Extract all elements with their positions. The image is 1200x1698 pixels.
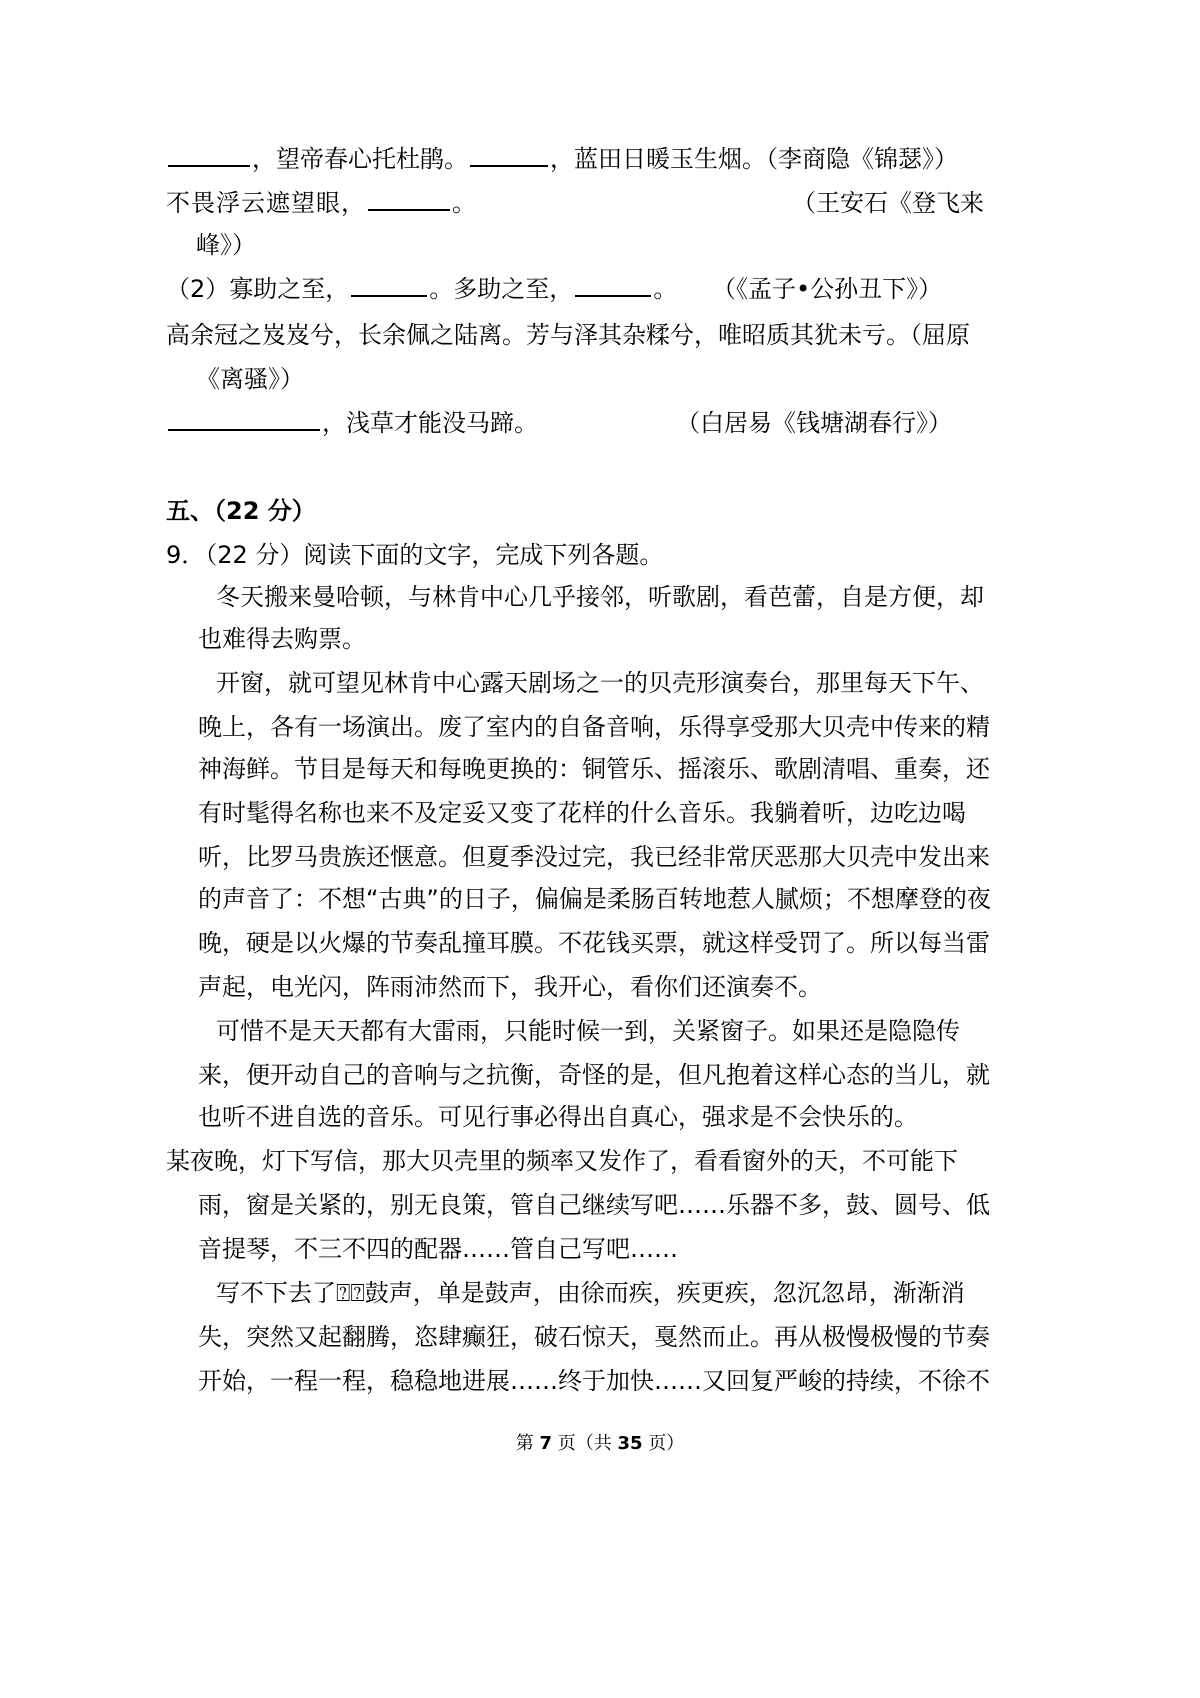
passage-line: 写不下去了⍰⍰鼓声，单是鼓声，由徐而疾，疾更疾，忽沉忽昂，渐渐消 bbox=[216, 1279, 965, 1307]
answer-blank[interactable] bbox=[470, 143, 548, 167]
poem-line-4 bbox=[166, 318, 970, 352]
poem-source: （白居易《钱塘湖春行》） bbox=[676, 409, 952, 437]
passage-line: 晚上，各有一场演出。废了室内的自备音响，乐得享受那大贝壳中传来的精 bbox=[198, 713, 990, 741]
poem-text: 不畏浮云遮望眼， bbox=[166, 189, 366, 217]
passage-line: 音提琴，不三不四的配器……管自己写吧…… bbox=[198, 1235, 678, 1263]
poem-text: 。 bbox=[653, 275, 678, 303]
poem-line-5 bbox=[166, 406, 538, 440]
passage-line: 有时髦得名称也来不及定妥又变了花样的什么音乐。我躺着听，边吃边喝 bbox=[198, 799, 966, 827]
poem-line-3 bbox=[166, 272, 677, 306]
footer-text: 页） bbox=[642, 1433, 685, 1454]
passage-line: 某夜晚，灯下写信，那大贝壳里的频率又发作了，看看窗外的天，不可能下 bbox=[166, 1147, 958, 1175]
poem-text: ，浅草才能没马蹄。 bbox=[322, 409, 538, 437]
poem-line-2 bbox=[166, 186, 477, 220]
passage-line: 的声音了：不想“古典”的日子，偏偏是柔肠百转地惹人腻烦；不想摩登的夜 bbox=[198, 885, 991, 913]
page-number: 7 bbox=[539, 1433, 552, 1454]
passage-line: 可惜不是天天都有大雷雨，只能时候一到，关紧窗子。如果还是隐隐传 bbox=[216, 1017, 960, 1045]
answer-blank[interactable] bbox=[368, 187, 450, 211]
poem-source-cont: 峰》） bbox=[196, 231, 256, 259]
answer-blank[interactable] bbox=[168, 143, 250, 167]
passage-line: 开窗，就可望见林肯中心露天剧场之一的贝壳形演奏台，那里每天下午、 bbox=[216, 669, 984, 697]
section-heading: 五、（22 分） bbox=[166, 497, 316, 525]
passage-line: 失，突然又起翻腾，恣肆癫狂，破石惊天，戛然而止。再从极慢极慢的节奏 bbox=[198, 1323, 990, 1351]
poem-text: （2）寡助之至， bbox=[166, 275, 350, 303]
footer-text: 页（共 bbox=[552, 1433, 618, 1454]
question-prompt: 9．（22 分）阅读下面的文字，完成下列各题。 bbox=[166, 541, 664, 569]
passage-line: 晚，硬是以火爆的节奏乱撞耳膜。不花钱买票，就这样受罚了。所以每当雷 bbox=[198, 929, 990, 957]
poem-source: （王安石《登飞来 bbox=[792, 189, 984, 217]
poem-text: 高余冠之岌岌兮，长余佩之陆离。芳与泽其杂糅兮，唯昭质其犹未亏。（屈原 bbox=[166, 321, 970, 349]
footer-text: 第 bbox=[515, 1433, 540, 1454]
passage-line: 来，便开动自己的音响与之抗衡，奇怪的是，但凡抱着这样心态的当儿，就 bbox=[198, 1061, 990, 1089]
poem-text: ，蓝田日暖玉生烟。 bbox=[550, 145, 766, 173]
page-footer bbox=[0, 1432, 1200, 1456]
poem-text: 。多助之至， bbox=[429, 275, 574, 303]
passage-line: 冬天搬来曼哈顿，与林肯中心几乎接邻，听歌剧，看芭蕾，自是方便，却 bbox=[216, 583, 984, 611]
answer-blank[interactable] bbox=[168, 407, 320, 431]
total-pages: 35 bbox=[617, 1433, 643, 1454]
passage-line: 听，比罗马贵族还惬意。但夏季没过完，我已经非常厌恶那大贝壳中发出来 bbox=[198, 843, 990, 871]
poem-text: ，望帝春心托杜鹃。 bbox=[252, 145, 468, 173]
passage-line: 也听不进自选的音乐。可见行事必得出自真心，强求是不会快乐的。 bbox=[198, 1103, 918, 1131]
passage-line: 神海鲜。节目是每天和每晚更换的：铜管乐、摇滚乐、歌剧清唱、重奏，还 bbox=[198, 755, 990, 783]
passage-line: 声起，电光闪，阵雨沛然而下，我开心，看你们还演奏不。 bbox=[198, 973, 822, 1001]
poem-text: 。 bbox=[452, 189, 477, 217]
poem-source: （李商隐《锦瑟》） bbox=[766, 145, 958, 173]
poem-source-cont: 《离骚》） bbox=[196, 365, 304, 393]
poem-line-1 bbox=[166, 142, 958, 176]
answer-blank[interactable] bbox=[575, 273, 651, 297]
passage-line: 开始，一程一程，稳稳地进展……终于加快……又回复严峻的持续，不徐不 bbox=[198, 1367, 990, 1395]
poem-source: （《孟子•公孙丑下》） bbox=[712, 275, 943, 303]
passage-line: 也难得去购票。 bbox=[198, 625, 366, 653]
answer-blank[interactable] bbox=[351, 273, 427, 297]
passage-line: 雨，窗是关紧的，别无良策，管自己继续写吧……乐器不多，鼓、圆号、低 bbox=[198, 1191, 990, 1219]
